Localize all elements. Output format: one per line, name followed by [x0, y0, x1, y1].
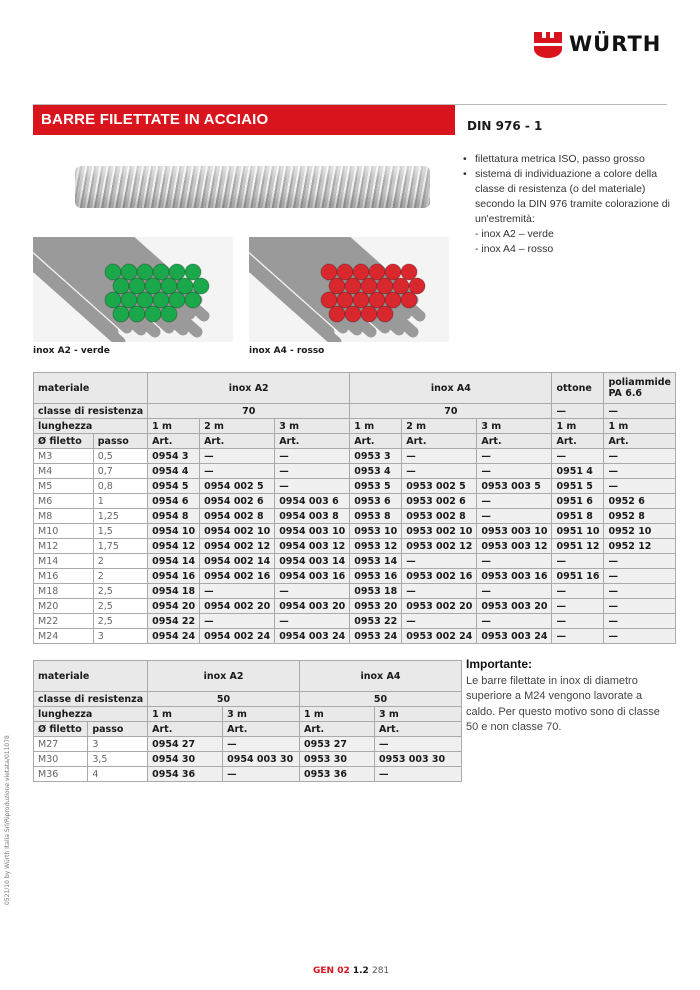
thread-size: M6 [34, 494, 94, 509]
article-number: 0952 6 [604, 494, 676, 509]
article-number: — [374, 767, 461, 782]
article-number: 0953 27 [299, 737, 374, 752]
article-number: — [275, 479, 350, 494]
article-number: 0953 003 20 [477, 599, 552, 614]
article-number: 0954 003 16 [275, 569, 350, 584]
article-number: 0953 16 [350, 569, 402, 584]
article-number: 0954 18 [148, 584, 200, 599]
header-lunghezza: lunghezza [34, 707, 148, 722]
article-number: 0951 16 [552, 569, 604, 584]
thread-size: M3 [34, 449, 94, 464]
article-number: 0953 002 12 [402, 539, 477, 554]
article-number: 0953 002 16 [402, 569, 477, 584]
thread-size: M12 [34, 539, 94, 554]
article-number: 0951 5 [552, 479, 604, 494]
pitch: 0,7 [93, 464, 147, 479]
pitch: 2,5 [93, 584, 147, 599]
material-header-row [34, 661, 462, 692]
class-value: 70 [148, 404, 350, 419]
page-footer [313, 966, 389, 976]
header-lunghezza: lunghezza [34, 419, 148, 434]
class-row [34, 404, 676, 419]
article-number: 0953 24 [350, 629, 402, 644]
material-header: inox A4 [299, 661, 461, 692]
feature-item: • filettatura metrica ISO, passo grosso [463, 153, 645, 165]
header-filetto: Ø filetto [34, 434, 94, 449]
feature-subitem: - inox A2 – verde [475, 228, 554, 240]
length-value: 3 m [477, 419, 552, 434]
article-number: — [200, 449, 275, 464]
header-art: Art. [223, 722, 300, 737]
article-number: — [200, 584, 275, 599]
table-row [34, 614, 676, 629]
threaded-rod-image [75, 166, 430, 208]
table-row [34, 599, 676, 614]
article-number: 0954 003 24 [275, 629, 350, 644]
header-passo: passo [93, 434, 147, 449]
article-number: 0953 002 5 [402, 479, 477, 494]
pitch: 4 [88, 767, 148, 782]
note-title: Importante: [466, 657, 532, 671]
table-row [34, 464, 676, 479]
material-header: ottone [552, 373, 604, 404]
article-number: 0954 003 6 [275, 494, 350, 509]
pitch: 0,5 [93, 449, 147, 464]
feature-list [463, 152, 673, 257]
article-number: 0954 002 10 [200, 524, 275, 539]
header-classe: classe di resistenza [34, 692, 148, 707]
article-number: — [552, 599, 604, 614]
article-number: — [223, 767, 300, 782]
thread-size: M20 [34, 599, 94, 614]
article-number: — [477, 494, 552, 509]
article-number: — [604, 614, 676, 629]
article-number: 0953 002 6 [402, 494, 477, 509]
header-art: Art. [552, 434, 604, 449]
article-number: 0951 8 [552, 509, 604, 524]
length-value: 2 m [200, 419, 275, 434]
important-note [466, 657, 666, 736]
article-number: — [275, 464, 350, 479]
article-number: 0954 002 20 [200, 599, 275, 614]
length-value: 3 m [374, 707, 461, 722]
standard-label: DIN 976 - 1 [467, 119, 543, 133]
article-number: — [477, 554, 552, 569]
length-value: 2 m [402, 419, 477, 434]
article-number: 0954 002 5 [200, 479, 275, 494]
article-number: 0953 22 [350, 614, 402, 629]
thread-size: M30 [34, 752, 88, 767]
article-number: — [275, 584, 350, 599]
header-passo: passo [88, 722, 148, 737]
article-number: — [223, 737, 300, 752]
article-number: — [552, 629, 604, 644]
pitch: 3,5 [88, 752, 148, 767]
pitch: 1,75 [93, 539, 147, 554]
length-value: 1 m [350, 419, 402, 434]
pitch: 1 [93, 494, 147, 509]
article-number: 0953 36 [299, 767, 374, 782]
table-row [34, 584, 676, 599]
article-number: 0953 20 [350, 599, 402, 614]
material-header: inox A4 [350, 373, 552, 404]
article-number: 0953 8 [350, 509, 402, 524]
article-number: 0953 002 20 [402, 599, 477, 614]
article-number: — [402, 554, 477, 569]
rod-bundle-graphic [249, 237, 449, 342]
article-number: 0953 10 [350, 524, 402, 539]
article-number: 0954 16 [148, 569, 200, 584]
product-table-class-50 [33, 660, 462, 782]
article-number: 0954 002 12 [200, 539, 275, 554]
table-row [34, 494, 676, 509]
article-number: 0954 30 [148, 752, 223, 767]
column-header-row [34, 722, 462, 737]
length-row [34, 707, 462, 722]
pitch: 3 [93, 629, 147, 644]
thread-size: M5 [34, 479, 94, 494]
copyright-side-text: 0521/10 by Würth Italia Srl/Riproduzione vietata/011078 [4, 735, 11, 905]
article-number: — [477, 584, 552, 599]
table-row [34, 524, 676, 539]
article-number: — [604, 629, 676, 644]
pitch: 1,5 [93, 524, 147, 539]
feature-subitem: - inox A4 – rosso [475, 243, 554, 255]
header-materiale: materiale [34, 661, 148, 692]
article-number: 0953 14 [350, 554, 402, 569]
class-row [34, 692, 462, 707]
material-header: inox A2 [148, 661, 300, 692]
class-value: 50 [148, 692, 300, 707]
length-row [34, 419, 676, 434]
article-number: — [604, 479, 676, 494]
table-row [34, 539, 676, 554]
pitch: 3 [88, 737, 148, 752]
article-number: 0954 6 [148, 494, 200, 509]
header-art: Art. [275, 434, 350, 449]
article-number: 0953 5 [350, 479, 402, 494]
photo-caption-a4: inox A4 - rosso [249, 346, 325, 356]
thread-size: M22 [34, 614, 94, 629]
brand-name: WÜRTH [569, 32, 662, 56]
class-value: 50 [299, 692, 461, 707]
pitch: 0,8 [93, 479, 147, 494]
thread-size: M27 [34, 737, 88, 752]
footer-section: GEN 02 [313, 966, 350, 976]
header-art: Art. [477, 434, 552, 449]
rods-a2-green-photo [33, 237, 233, 342]
article-number: 0954 4 [148, 464, 200, 479]
header-art: Art. [350, 434, 402, 449]
article-number: 0954 003 14 [275, 554, 350, 569]
article-number: 0954 003 12 [275, 539, 350, 554]
length-value: 1 m [552, 419, 604, 434]
article-number: 0952 10 [604, 524, 676, 539]
article-number: 0952 8 [604, 509, 676, 524]
table-row [34, 479, 676, 494]
pitch: 1,25 [93, 509, 147, 524]
article-number: 0953 3 [350, 449, 402, 464]
article-number: — [402, 449, 477, 464]
wurth-logo [533, 28, 669, 60]
thread-size: M24 [34, 629, 94, 644]
article-number: 0954 002 6 [200, 494, 275, 509]
article-number: 0954 003 30 [223, 752, 300, 767]
length-value: 3 m [223, 707, 300, 722]
article-number: 0954 12 [148, 539, 200, 554]
material-header: inox A2 [148, 373, 350, 404]
footer-chapter: 1.2 [352, 966, 369, 976]
product-table-class-70 [33, 372, 676, 644]
article-number: 0953 002 10 [402, 524, 477, 539]
article-number: — [275, 614, 350, 629]
article-number: 0954 24 [148, 629, 200, 644]
article-number: — [477, 449, 552, 464]
wurth-logo-icon [533, 29, 563, 59]
article-number: — [200, 464, 275, 479]
article-number: 0954 22 [148, 614, 200, 629]
article-number: 0951 4 [552, 464, 604, 479]
article-number: 0954 003 10 [275, 524, 350, 539]
article-number: 0954 002 14 [200, 554, 275, 569]
article-number: 0951 6 [552, 494, 604, 509]
header-materiale: materiale [34, 373, 148, 404]
material-header: poliammide PA 6.6 [604, 373, 676, 404]
header-art: Art. [402, 434, 477, 449]
article-number: — [604, 449, 676, 464]
feature-item: • sistema di individuazione a colore della classe di resistenza (o del materiale) secondo la DIN 976 tramite colorazione di un'estremità: [463, 168, 670, 225]
length-value: 1 m [148, 419, 200, 434]
article-number: — [604, 569, 676, 584]
article-number: 0954 002 8 [200, 509, 275, 524]
article-number: — [604, 599, 676, 614]
article-number: 0953 4 [350, 464, 402, 479]
article-number: 0951 10 [552, 524, 604, 539]
table-row [34, 629, 676, 644]
thread-size: M14 [34, 554, 94, 569]
article-number: 0953 6 [350, 494, 402, 509]
article-number: — [402, 614, 477, 629]
article-number: 0953 003 24 [477, 629, 552, 644]
article-number: — [402, 584, 477, 599]
length-value: 1 m [299, 707, 374, 722]
thread-size: M16 [34, 569, 94, 584]
article-number: — [477, 509, 552, 524]
length-value: 1 m [148, 707, 223, 722]
class-value: — [552, 404, 604, 419]
length-value: 3 m [275, 419, 350, 434]
thread-size: M18 [34, 584, 94, 599]
article-number: — [402, 464, 477, 479]
article-number: 0954 3 [148, 449, 200, 464]
pitch: 2 [93, 569, 147, 584]
column-header-row [34, 434, 676, 449]
article-number: — [552, 449, 604, 464]
table-row [34, 449, 676, 464]
article-number: 0953 30 [299, 752, 374, 767]
article-number: — [275, 449, 350, 464]
article-number: 0954 002 16 [200, 569, 275, 584]
article-number: — [200, 614, 275, 629]
article-number: — [552, 614, 604, 629]
article-number: — [604, 584, 676, 599]
header-art: Art. [148, 722, 223, 737]
class-value: 70 [350, 404, 552, 419]
article-number: 0954 002 24 [200, 629, 275, 644]
table-row [34, 767, 462, 782]
thread-size: M36 [34, 767, 88, 782]
note-text: Le barre filettate in inox di diametro superiore a M24 vengono lavorate a caldo. Per questo motivo sono di classe 50 e non classe 70. [466, 674, 660, 733]
rods-a4-red-photo [249, 237, 449, 342]
thread-size: M10 [34, 524, 94, 539]
material-header-row [34, 373, 676, 404]
pitch: 2,5 [93, 599, 147, 614]
article-number: 0953 002 8 [402, 509, 477, 524]
article-number: 0954 27 [148, 737, 223, 752]
article-number: 0951 12 [552, 539, 604, 554]
article-number: 0953 003 10 [477, 524, 552, 539]
article-number: 0954 003 20 [275, 599, 350, 614]
footer-page-number: 281 [371, 966, 390, 976]
article-number: 0954 5 [148, 479, 200, 494]
article-number: 0953 003 12 [477, 539, 552, 554]
article-number: 0954 10 [148, 524, 200, 539]
header-art: Art. [604, 434, 676, 449]
article-number: — [374, 737, 461, 752]
article-number: — [477, 614, 552, 629]
thread-size: M4 [34, 464, 94, 479]
table-row [34, 509, 676, 524]
thread-size: M8 [34, 509, 94, 524]
class-value: — [604, 404, 676, 419]
table-row [34, 569, 676, 584]
length-value: 1 m [604, 419, 676, 434]
rod-bundle-graphic [33, 237, 233, 342]
photo-caption-a2: inox A2 - verde [33, 346, 110, 356]
header-art: Art. [374, 722, 461, 737]
page-title: BARRE FILETTATE IN ACCIAIO [33, 105, 455, 135]
article-number: 0953 003 16 [477, 569, 552, 584]
article-number: 0953 12 [350, 539, 402, 554]
article-number: 0954 14 [148, 554, 200, 569]
article-number: — [552, 554, 604, 569]
header-filetto: Ø filetto [34, 722, 88, 737]
table-row [34, 737, 462, 752]
header-art: Art. [148, 434, 200, 449]
article-number: — [604, 464, 676, 479]
article-number: 0953 003 30 [374, 752, 461, 767]
article-number: 0954 003 8 [275, 509, 350, 524]
header-classe: classe di resistenza [34, 404, 148, 419]
header-art: Art. [299, 722, 374, 737]
table-row [34, 752, 462, 767]
article-number: 0954 8 [148, 509, 200, 524]
article-number: 0953 18 [350, 584, 402, 599]
article-number: — [552, 584, 604, 599]
article-number: 0953 002 24 [402, 629, 477, 644]
article-number: 0953 003 5 [477, 479, 552, 494]
table-row [34, 554, 676, 569]
article-number: 0952 12 [604, 539, 676, 554]
header-art: Art. [200, 434, 275, 449]
article-number: — [477, 464, 552, 479]
article-number: 0954 36 [148, 767, 223, 782]
article-number: 0954 20 [148, 599, 200, 614]
pitch: 2 [93, 554, 147, 569]
pitch: 2,5 [93, 614, 147, 629]
article-number: — [604, 554, 676, 569]
